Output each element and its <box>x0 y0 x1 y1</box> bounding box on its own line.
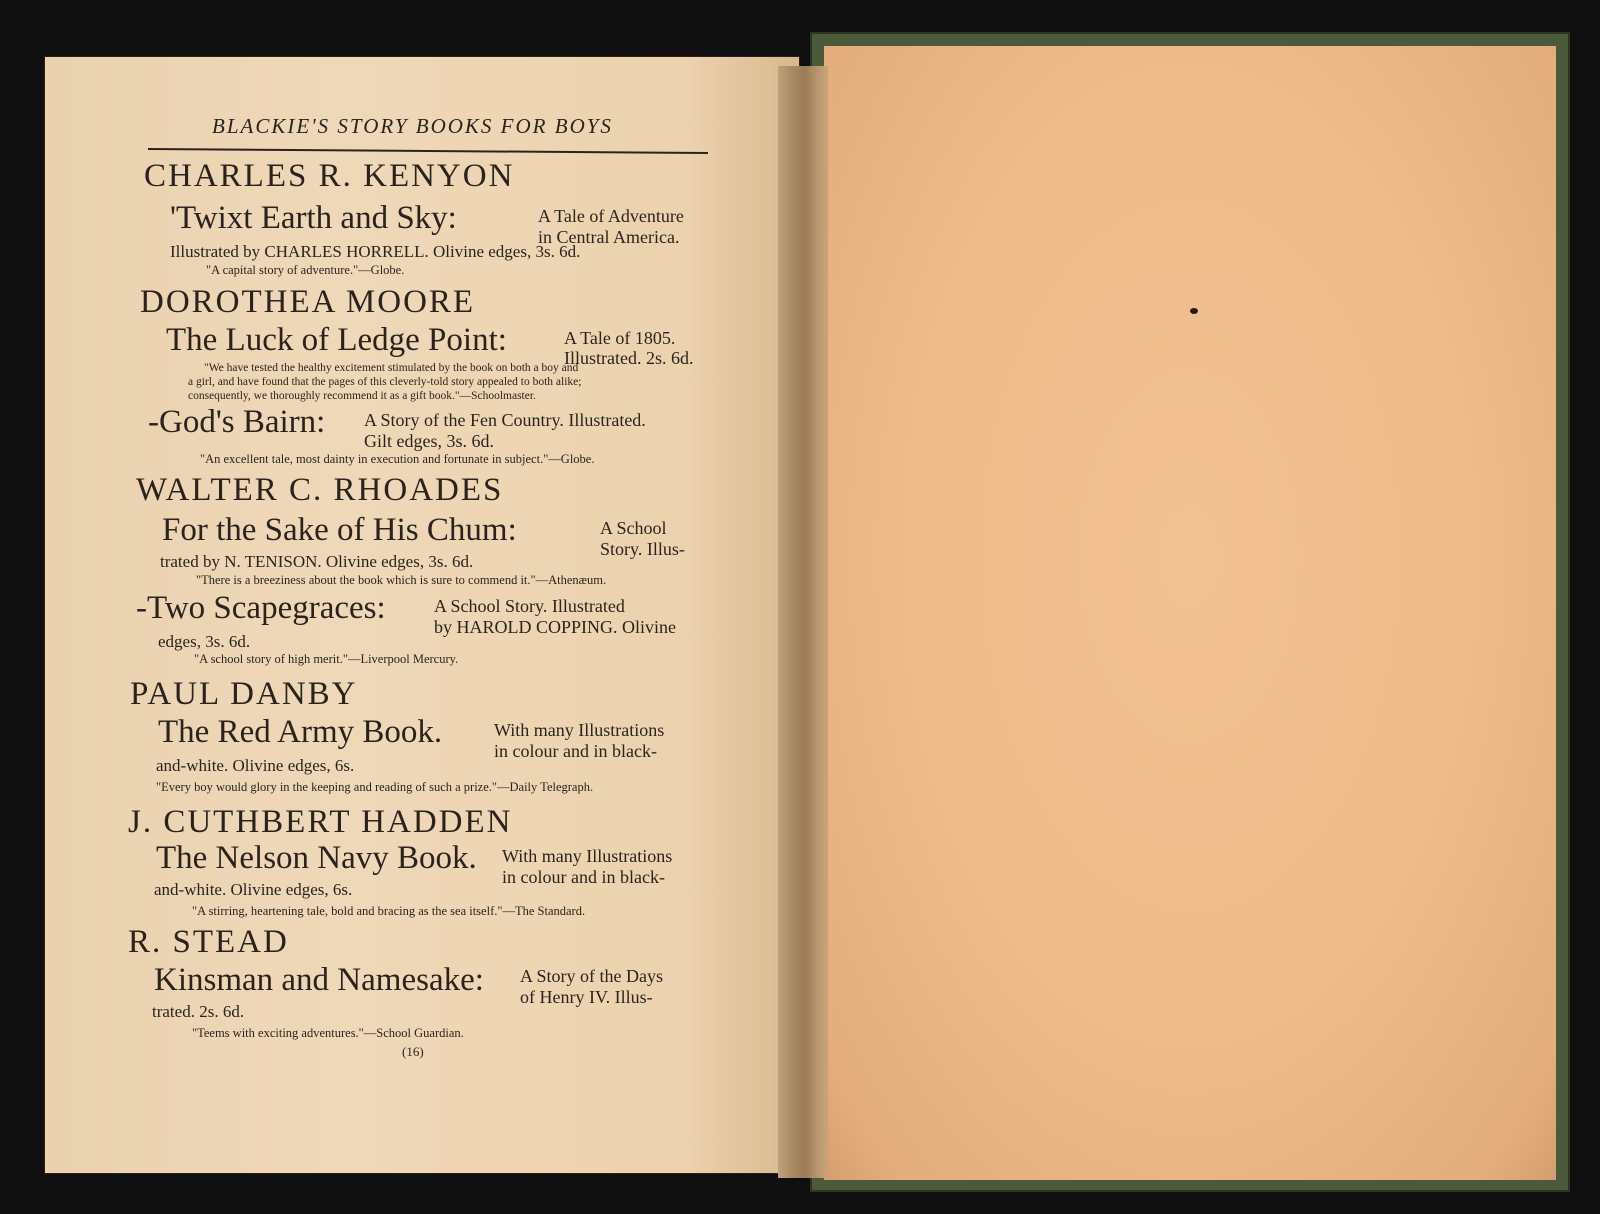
quote-stead: "Teems with exciting adventures."—School Guardian. <box>192 1026 464 1040</box>
desc-moore-1a: A Tale of 1805. <box>564 328 676 348</box>
desc-danby-2: in colour and in black- <box>494 741 657 761</box>
desc-rhoades-2a: A School Story. Illustrated <box>434 596 625 616</box>
title-red-army-book: The Red Army Book. <box>158 714 443 750</box>
book-spine-gutter <box>778 66 828 1178</box>
quote-rhoades-1: "There is a breeziness about the book which is sure to commend it."—Athenæum. <box>196 573 607 587</box>
quote-moore-1c: consequently, we thoroughly recommend it as a gift book."—Schoolmaster. <box>188 390 536 402</box>
desc-danby-1: With many Illustrations <box>494 720 665 740</box>
info-rhoades-2: edges, 3s. 6d. <box>158 632 251 651</box>
author-danby: PAUL DANBY <box>130 676 358 712</box>
quote-moore-2: "An excellent tale, most dainty in execution and fortunate in subject."—Globe. <box>200 452 595 466</box>
author-moore: DOROTHEA MOORE <box>140 284 476 320</box>
title-gods-bairn: -God's Bairn: <box>148 404 326 440</box>
info-stead: trated. 2s. 6d. <box>152 1002 245 1021</box>
quote-hadden: "A stirring, heartening tale, bold and bracing as the sea itself."—The Standard. <box>192 904 586 918</box>
quote-kenyon: "A capital story of adventure."—Globe. <box>206 263 405 277</box>
title-for-the-sake-of-his-chum: For the Sake of His Chum: <box>162 512 517 548</box>
title-twixt-earth-and-sky: 'Twixt Earth and Sky: <box>170 200 457 236</box>
info-rhoades-1: trated by N. TENISON. Olivine edges, 3s. 6d. <box>160 552 474 571</box>
author-hadden: J. CUTHBERT HADDEN <box>128 804 513 840</box>
quote-moore-1a: "We have tested the healthy excitement stimulated by the book on both a boy and <box>204 362 579 374</box>
desc-rhoades-1b: Story. Illus- <box>600 539 685 559</box>
desc-hadden-2: in colour and in black- <box>502 867 665 887</box>
page-number: (16) <box>402 1044 424 1059</box>
title-luck-of-ledge-point: The Luck of Ledge Point: <box>166 322 507 358</box>
desc-rhoades-2b: by HAROLD COPPING. Olivine <box>434 617 677 637</box>
desc-moore-1b: Illustrated. 2s. 6d. <box>564 348 694 368</box>
author-rhoades: WALTER C. RHOADES <box>136 472 504 508</box>
ink-spot <box>1190 308 1198 314</box>
title-kinsman-and-namesake: Kinsman and Namesake: <box>154 962 484 998</box>
desc-stead-2: of Henry IV. Illus- <box>520 987 653 1007</box>
title-two-scapegraces: -Two Scapegraces: <box>136 590 386 626</box>
info-kenyon: Illustrated by CHARLES HORRELL. Olivine edges, 3s. 6d. <box>170 242 581 261</box>
title-nelson-navy-book: The Nelson Navy Book. <box>156 840 477 876</box>
page-header-title: BLACKIE'S STORY BOOKS FOR BOYS <box>212 114 613 138</box>
author-stead: R. STEAD <box>128 924 289 960</box>
desc-moore-2b: Gilt edges, 3s. 6d. <box>364 431 494 451</box>
desc-kenyon-1: A Tale of Adventure <box>538 206 684 226</box>
author-kenyon: CHARLES R. KENYON <box>144 158 515 194</box>
quote-rhoades-2: "A school story of high merit."—Liverpool Mercury. <box>194 652 459 666</box>
desc-moore-2a: A Story of the Fen Country. Illustrated. <box>364 410 646 430</box>
info-hadden: and-white. Olivine edges, 6s. <box>154 880 353 899</box>
desc-kenyon-2: in Central America. <box>538 227 680 247</box>
desc-stead-1: A Story of the Days <box>520 966 663 986</box>
desc-rhoades-1a: A School <box>600 518 667 538</box>
blank-endpaper <box>824 46 1556 1180</box>
info-danby: and-white. Olivine edges, 6s. <box>156 756 355 775</box>
quote-danby: "Every boy would glory in the keeping and reading of such a prize."—Daily Telegraph. <box>156 780 594 794</box>
desc-hadden-1: With many Illustrations <box>502 846 673 866</box>
quote-moore-1b: a girl, and have found that the pages of this cleverly-told story appealed to both alike; <box>188 376 582 388</box>
